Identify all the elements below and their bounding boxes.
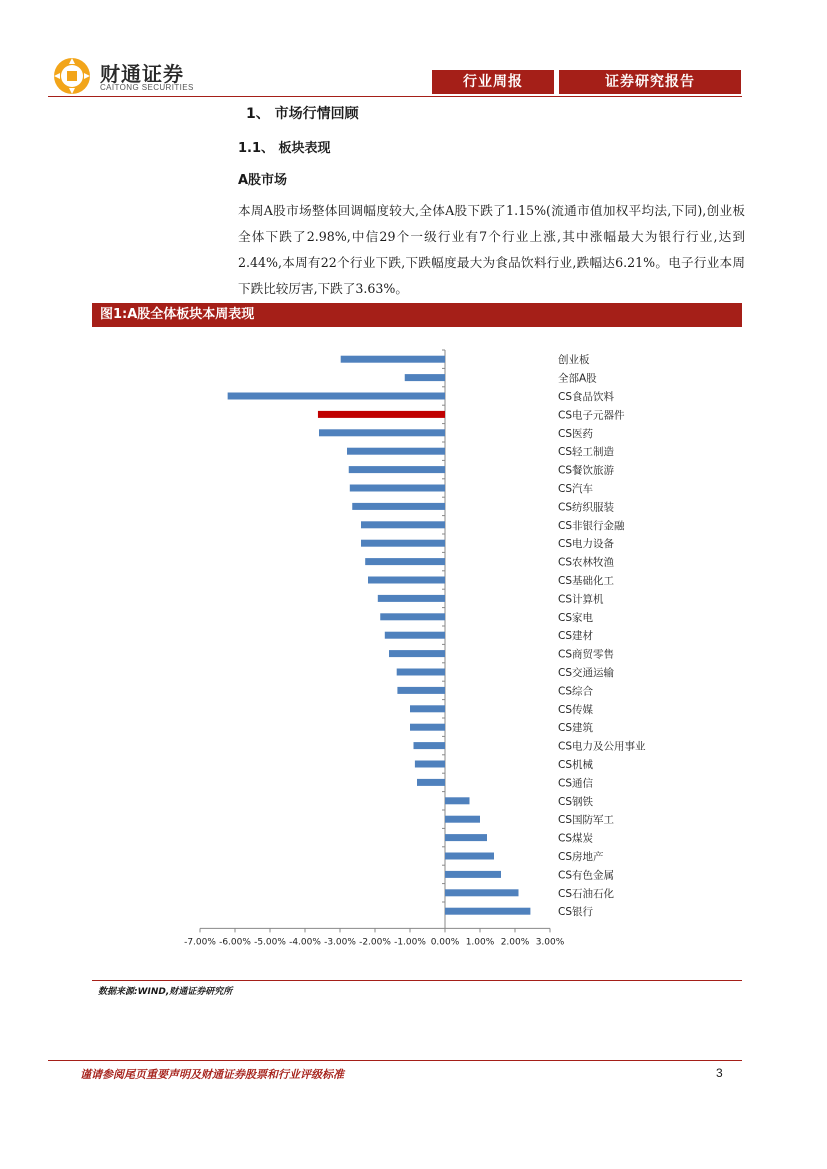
category-label-2: CS食品饮料	[558, 391, 614, 403]
x-tick-label-10: 3.00%	[535, 937, 565, 945]
category-label-15: CS建材	[558, 630, 593, 643]
data-source-note: 数据来源:WIND,财通证券研究所	[98, 987, 233, 997]
bar-30	[445, 908, 530, 915]
market-summary-paragraph: 本周A股市场整体回调幅度较大,全体A股下跌了1.15%(流通市值加权平均法,下同),创业板全体下跌了2.98%,中信29个一级行业有7个行业上涨,其中涨幅最大为银行行业,达到2.44%,本周有22个行业下跌,下跌幅度最大为食品饮料行业,跌幅达6.21%。电子行业本周下跌比较厉害,下跌了3.63%。	[238, 203, 745, 296]
bar-6	[349, 466, 445, 473]
category-label-17: CS交通运输	[558, 667, 614, 679]
x-tick-label-8: 1.00%	[465, 937, 495, 945]
logo-en-text: CAITONG SECURITIES	[100, 83, 194, 92]
category-label-22: CS机械	[558, 759, 593, 771]
subsection-heading: 1.1、 板块表现	[238, 141, 331, 156]
bar-27	[445, 853, 494, 860]
category-label-27: CS房地产	[558, 851, 604, 863]
category-label-25: CS国防军工	[558, 814, 614, 827]
bar-4	[319, 429, 445, 436]
bar-5	[347, 448, 445, 455]
footer-disclaimer: 谨请参阅尾页重要声明及财通证券股票和行业评级标准	[80, 1068, 344, 1081]
bar-24	[445, 797, 470, 804]
research-report-tab: 证券研究报告	[559, 70, 741, 94]
x-tick-label-0: -7.00%	[184, 937, 216, 945]
category-label-10: CS电力设备	[558, 538, 614, 551]
category-label-14: CS家电	[558, 611, 593, 624]
category-label-5: CS轻工制造	[558, 446, 614, 459]
category-label-20: CS建筑	[558, 722, 593, 735]
bar-0	[341, 356, 445, 363]
header-divider	[48, 96, 742, 97]
x-tick-label-1: -6.00%	[219, 937, 251, 945]
category-label-0: 创业板	[558, 354, 590, 367]
bar-29	[445, 889, 519, 896]
x-tick-label-5: -2.00%	[359, 937, 391, 945]
category-label-7: CS汽车	[558, 483, 593, 495]
bar-23	[417, 779, 445, 786]
bar-11	[365, 558, 445, 565]
bar-25	[445, 816, 480, 823]
section-heading: 1、 市场行情回顾	[246, 106, 359, 122]
category-label-12: CS基础化工	[558, 575, 614, 587]
footer-divider	[48, 1060, 742, 1061]
x-tick-label-9: 2.00%	[500, 937, 530, 945]
x-tick-label-6: -1.00%	[394, 937, 426, 945]
bar-8	[352, 503, 445, 510]
x-tick-label-4: -3.00%	[324, 937, 356, 945]
x-tick-label-2: -5.00%	[254, 937, 286, 945]
category-label-8: CS纺织服装	[558, 501, 614, 514]
chart-x-axis	[184, 928, 565, 945]
chart-category-labels	[558, 353, 646, 918]
bar-14	[380, 613, 445, 620]
category-label-19: CS传媒	[558, 703, 593, 716]
x-tick-label-7: 0.00%	[430, 937, 460, 945]
weekly-report-tab: 行业周报	[432, 70, 554, 94]
bar-2	[228, 393, 445, 400]
category-label-9: CS非银行金融	[558, 519, 625, 532]
bar-13	[378, 595, 445, 602]
bar-3	[318, 411, 445, 418]
category-label-30: CS银行	[558, 906, 593, 919]
bar-26	[445, 834, 487, 841]
category-label-21: CS电力及公用事业	[558, 740, 646, 753]
bar-22	[415, 761, 445, 768]
bar-12	[368, 577, 445, 584]
chart-bars	[228, 350, 531, 928]
category-label-29: CS石油石化	[558, 887, 614, 900]
figure-title: 图1:A股全体板块本周表现	[92, 303, 742, 327]
figure-divider	[92, 980, 742, 981]
bar-1	[405, 374, 445, 381]
category-label-28: CS有色金属	[558, 869, 614, 882]
sector-performance-chart	[92, 335, 742, 945]
bar-17	[397, 669, 445, 676]
bar-28	[445, 871, 501, 878]
category-label-16: CS商贸零售	[558, 648, 614, 661]
category-label-18: CS综合	[558, 685, 593, 698]
category-label-13: CS计算机	[558, 593, 604, 606]
x-tick-label-3: -4.00%	[289, 937, 321, 945]
bar-18	[397, 687, 445, 694]
caitong-logo-icon	[52, 56, 92, 96]
caitong-logo	[52, 56, 222, 96]
bar-7	[350, 485, 445, 492]
bar-21	[414, 742, 446, 749]
bar-20	[410, 724, 445, 731]
bar-19	[410, 705, 445, 712]
category-label-11: CS农林牧渔	[558, 556, 614, 569]
category-label-1: 全部A股	[558, 372, 597, 385]
category-label-3: CS电子元器件	[558, 409, 625, 422]
page-number: 3	[716, 1066, 723, 1080]
bar-15	[385, 632, 445, 639]
bar-9	[361, 521, 445, 528]
logo-cn-text: 财通证券	[100, 62, 184, 86]
bar-10	[361, 540, 445, 547]
bar-16	[389, 650, 445, 657]
category-label-26: CS煤炭	[558, 832, 593, 845]
category-label-4: CS医药	[558, 427, 593, 440]
market-heading: A股市场	[238, 173, 288, 188]
category-label-23: CS通信	[558, 777, 593, 790]
category-label-6: CS餐饮旅游	[558, 464, 614, 477]
category-label-24: CS钢铁	[558, 795, 593, 808]
